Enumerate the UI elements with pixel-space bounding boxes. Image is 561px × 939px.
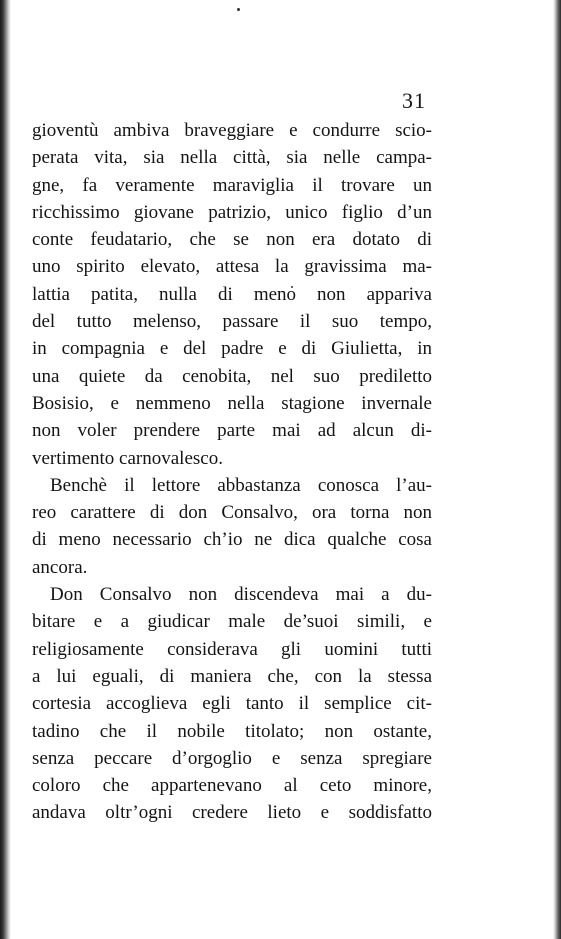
text-line: coloro che appartenevano al ceto minore, xyxy=(32,775,432,797)
text-line: ricchissimo giovane patrizio, unico figlio d’un xyxy=(32,201,432,223)
text-line: Don Consalvo non discendeva mai a du- xyxy=(50,584,432,606)
paper-speck xyxy=(237,8,240,11)
text-line: non voler prendere parte mai ad alcun di- xyxy=(32,420,432,442)
page-binding-shadow xyxy=(0,0,11,939)
text-line: reo carattere di don Consalvo, ora torna non xyxy=(32,502,432,524)
text-line: di meno necessario ch’io ne dica qualche cosa xyxy=(32,529,432,551)
text-line: senza peccare d’orgoglio e senza spregiare xyxy=(32,747,432,769)
body-text xyxy=(32,117,432,827)
text-line: tadino che il nobile titolato; non ostante, xyxy=(32,720,432,742)
text-line: religiosamente considerava gli uomini tutti xyxy=(32,638,432,660)
text-line: lattia patita, nulla di meno non appariva xyxy=(32,283,432,305)
text-line: vertimento carnovalesco. xyxy=(32,447,223,469)
text-line: Bosisio, e nemmeno nella stagione invernale xyxy=(32,392,432,414)
page-number: 31 xyxy=(402,88,426,113)
text-line: Benchè il lettore abbastanza conosca l’au- xyxy=(50,474,432,496)
text-line: in compagnia e del padre e di Giulietta, in xyxy=(32,338,432,360)
text-line: andava oltr’ogni credere lieto e soddisfatto xyxy=(32,802,432,824)
text-line: ancora. xyxy=(32,556,88,578)
text-line: conte feudatario, che se non era dotato di xyxy=(32,229,432,251)
text-line: cortesia accoglieva egli tanto il semplice cit- xyxy=(32,693,432,715)
text-line: gne, fa veramente maraviglia il trovare un xyxy=(32,174,432,196)
text-line: gioventù ambiva braveggiare e condurre scio- xyxy=(32,120,432,141)
text-line: del tutto melenso, passare il suo tempo, xyxy=(32,311,432,333)
text-line: a lui eguali, di maniera che, con la stessa xyxy=(32,665,432,687)
text-line: una quiete da cenobita, nel suo prediletto xyxy=(32,365,432,387)
text-line: uno spirito elevato, attesa la gravissima ma- xyxy=(32,256,432,278)
page-edge-shadow xyxy=(553,0,561,939)
text-line: bitare e a giudicar male de’suoi simili, e xyxy=(32,611,432,633)
text-line: perata vita, sia nella città, sia nelle campa- xyxy=(32,147,432,169)
